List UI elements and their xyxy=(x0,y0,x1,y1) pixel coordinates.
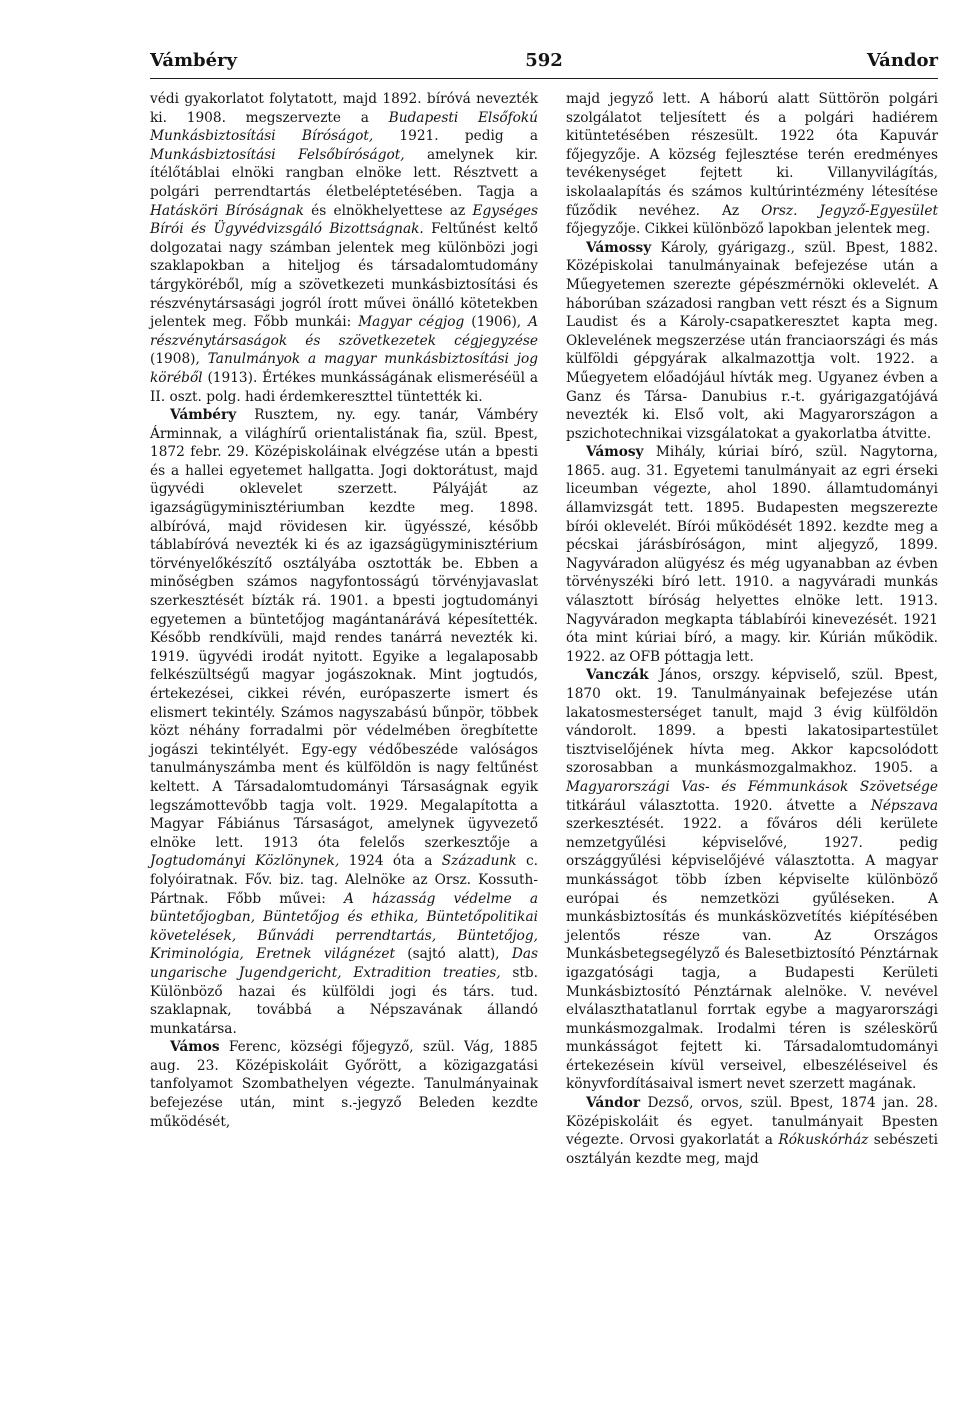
text-run: Károly, gyárigazg., szül. Bpest, 1882. Középiskolai tanulmányainak befejezése után a Műegyetemen szerezte gépészmérnöki oklevelét. A háborúban századosi rangban vett részt és a Signum Laudist és a Károly-csapatkeresztet kapta meg. Oklevelének megszerzése után franciaországi és más külföldi gépgyárak alkalmazottja volt. 1922. a Műegyetem előadójául hívták meg. Ugyanez évben a Ganz és Társa- Danubius r.-t. gyárigazgatójává nevezték ki. Első volt, aki Magyarországon a pszichotechnikai vizsgálatokat a gyakorlatba átvitte. xyxy=(566,239,938,442)
paragraph xyxy=(150,1038,538,1131)
right-column xyxy=(566,90,938,1168)
text-run: 1924 óta a xyxy=(339,853,442,870)
paragraph xyxy=(566,90,938,239)
text-run: Ferenc, községi főjegyző, szül. Vág, 1885 aug. 23. Középiskoláit Győrött, a közigazgatási tanfolyamot Szombathelyen végezte. Tanulmányainak befejezése után, mint s.-jegyző Beleden kezdte működését, xyxy=(150,1039,538,1130)
left-column xyxy=(150,90,538,1131)
italic-title: Századunk xyxy=(441,853,517,870)
text-run: (sajtó alatt), xyxy=(394,946,512,963)
italic-title: Orsz. Jegyző-Egyesület xyxy=(761,202,938,219)
text-run: (1913). Értékes munkásságának elismeréséül a II. oszt. polg. hadi érdemkereszttel tüntették ki. xyxy=(150,369,538,405)
italic-title: Budapesti Elsőfokú Munkásbiztosítási Bíróságot, xyxy=(150,109,538,145)
text-run: c. folyóiratnak. Főv. biz. tag. Alelnöke az Orsz. Kossuth-Pártnak. Főbb művei: xyxy=(150,853,539,907)
entry-headword: Vámossy xyxy=(586,239,652,256)
text-run: amelynek kir. ítélőtáblai elnöki rangban elnöke lett. Résztvett a polgári perrendtartás életbeléptetésében. Tagja a xyxy=(150,146,538,200)
italic-title: Rókuskórház xyxy=(778,1132,869,1149)
page-number: 592 xyxy=(525,50,563,71)
paragraph xyxy=(150,90,538,406)
italic-title: Das ungarische Jugendgericht, Extradition treaties, xyxy=(150,946,539,981)
italic-title: Munkásbiztosítási Felsőbíróságot, xyxy=(150,146,405,163)
entry-headword: Vámos xyxy=(170,1039,220,1056)
text-run: sebészeti osztályán kezdte meg, majd xyxy=(566,1132,938,1167)
paragraph xyxy=(566,239,938,444)
italic-title: Népszava xyxy=(870,797,938,814)
text-run: titkárául választotta. 1920. átvette a xyxy=(566,797,871,814)
text-run: Rusztem, ny. egy. tanár, Vámbéry Árminnak, a világhírű orientalistának fia, szül. Bpest, 1872 febr. 29. Középiskoláinak elvégzése után a bpesti és a hallei egyetemet hallgatta. Jogi doktorátust, majd ügyvédi oklevelet szerzett. Pályáját az igazságügyminisztériumban kezdte meg. 1898. albíróvá, majd rövidesen kir. ügyésszé, később táblabíróvá nevezték ki és az igazságügyminisztérium törvényelőkészítő osztályába osztották be. Ebben a minőségben számos nagyfontosságú törvényjavaslat szerkesztését bízták rá. 1901. a bpesti jogtudományi egyetemen a büntetőjog magántanárává képesítették. Később rendkívüli, majd rendes tanárrá nevezték ki. 1919. ügyvédi irodát nyitott. Egyike a legalaposabb felkészültségű magyar jogászoknak. Mint jogtudós, értekezései, cikkei révén, európaszerte ismert és elismert tekintély. Számos nagyszabású bűnpör, többek közt néhány forradalmi pör védelmében öregbítette jogászi tekintélyét. Egy-egy védőbeszéde valóságos tanulmányszámba ment és külföldön is nagy feltűnést keltett. A Társadalomtudományi Társaságnak egyik legszámottevőbb tagja volt. 1929. Megalapította a Magyar Fábiánus Társaságot, amelynek ügyvezető elnöke lett. 1913 óta felelős szerkesztője a xyxy=(150,407,538,851)
italic-title: Magyar cégjog xyxy=(358,314,465,331)
paragraph xyxy=(150,406,538,1038)
text-run: (1908), xyxy=(150,351,208,368)
text-run: (1906), xyxy=(464,314,529,331)
italic-title: Magyarországi Vas- és Fémmunkások Szövetsége xyxy=(566,778,938,795)
italic-title: Jogtudományi Közlönynek, xyxy=(150,853,340,870)
text-run: szerkesztését. 1922. a főváros déli kerülete nemzetgyűlési képviselővé, 1927. pedig országgyűlési képviselőjévé választotta. A magyar munkásságot több ízben képviselte különböző európai és nemzetközi gyűléseken. A munkásbiztosítás és munkásközvetítés kiépítésében jelentős része van. Az Országos Munkásbetegsegélyző és Balesetbiztosító Pénztárnak igazgatósági tagja, a Budapesti Kerületi Munkásbiztosító Pénztárnak alelnöke. V. nevével elválaszthatatlanul forrtak egybe a magyarországi munkásmozgalmak. Irodalmi téren is széleskörű munkásságot fejtett ki. Társadalomtudományi értekezésein kívül verseivel, elbeszéléseivel és könyvfordításaival ismert nevet szerzett magának. xyxy=(566,816,938,1093)
italic-title: A részvénytársaságok és szövetkezetek cégjegyzése xyxy=(150,314,538,349)
header-right-entry: Vándor xyxy=(866,50,938,71)
italic-title: Egységes Bírói és Ügyvédvizsgáló Bizottságnak. xyxy=(150,202,538,238)
text-run: védi gyakorlatot folytatott, majd 1892. bíróvá nevezték ki. 1908. megszervezte a xyxy=(150,91,538,126)
text-run: főjegyzője. Cikkei különböző lapokban jelentek meg. xyxy=(566,221,931,238)
text-run: stb. Különböző hazai és külföldi jogi és társ. tud. szaklapnak, továbbá a Népszavának állandó munkatársa. xyxy=(150,964,538,1037)
italic-title: A házasság védelme a büntetőjogban, Büntetőjog és ethika, Büntetőpolitikai követelések, Bűnvádi perrendtartás, Büntetőjog, Kriminológia, Eretnek világnézet xyxy=(150,890,538,963)
paragraph xyxy=(566,443,938,666)
text-run: 1921. pedig a xyxy=(373,128,538,145)
text-run: Mihály, kúriai bíró, szül. Nagytorna, 1865. aug. 31. Egyetemi tanulmányait az egri érseki liceumban végezte, ahol 1890. államtudományi államvizsgát tett. 1895. Budapesten megszerezte bírói oklevelét. Bírói működését 1892. kezdte meg a pécskai járásbíróságon, mint aljegyző, 1899. Nagyváradon alügyész és még ugyanabban az évben törvényszéki bíró lett. 1910. a nagyváradi munkás választott bíróság helyettes elnöke lett. 1913. Nagyváradon megkapta táblabírói kinevezését. 1921 óta mint kúriai bíró, a magy. kir. Kúrián működik. 1922. az OFB póttagja lett. xyxy=(566,444,938,665)
italic-title: Tanulmányok a magyar munkásbiztosítási jog köréből xyxy=(150,351,539,386)
entry-headword: Vámosy xyxy=(586,444,644,461)
text-run: és elnökhelyettese az xyxy=(303,202,473,219)
text-run: János, orszgy. képviselő, szül. Bpest, 1870 okt. 19. Tanulmányainak befejezése után lakatosmesterséget tanult, majd 3 évig külföldön vándorolt. 1899. a bpesti lakatosipartestület tisztviselőjének hívta meg. Akkor kapcsolódott szorosabban a munkásmozgalmakhoz. 1905. a xyxy=(566,667,938,777)
italic-title: Hatásköri Bíróságnak xyxy=(150,202,304,219)
text-run: majd jegyző lett. A háború alatt Süttörön polgári szolgálatot teljesített és a polgári hadiérem kitüntetésében részesült. 1922 óta Kapuvár főjegyzője. A község fejlesztése terén eredményes tevékenységet fejtett ki. Villanyvilágítás, iskolaalapítás és számos kultúrintézmény létesítése fűződik nevéhez. Az xyxy=(566,91,938,219)
text-run: Feltűnést keltő dolgozatai nagy számban jelentek meg különbözi jogi szaklapokban a hiteljog és társadalomtudomány tárgyköréből, míg a szövetkezeti munkásbiztosítási és részvénytársasági jogról írott művei önálló kötetekben jelentek meg. Főbb munkái: xyxy=(150,221,538,331)
header-left-entry: Vámbéry xyxy=(150,50,238,71)
entry-headword: Vándor xyxy=(586,1095,641,1112)
entry-headword: Vámbéry xyxy=(170,407,237,424)
page-header xyxy=(150,46,938,79)
paragraph xyxy=(566,1094,938,1168)
text-run: Dezső, orvos, szül. Bpest, 1874 jan. 28. Középiskoláit és egyet. tanulmányait Bpesten végezte. Orvosi gyakorlatát a xyxy=(566,1095,938,1149)
paragraph xyxy=(566,666,938,1094)
entry-headword: Vanczák xyxy=(586,667,649,684)
